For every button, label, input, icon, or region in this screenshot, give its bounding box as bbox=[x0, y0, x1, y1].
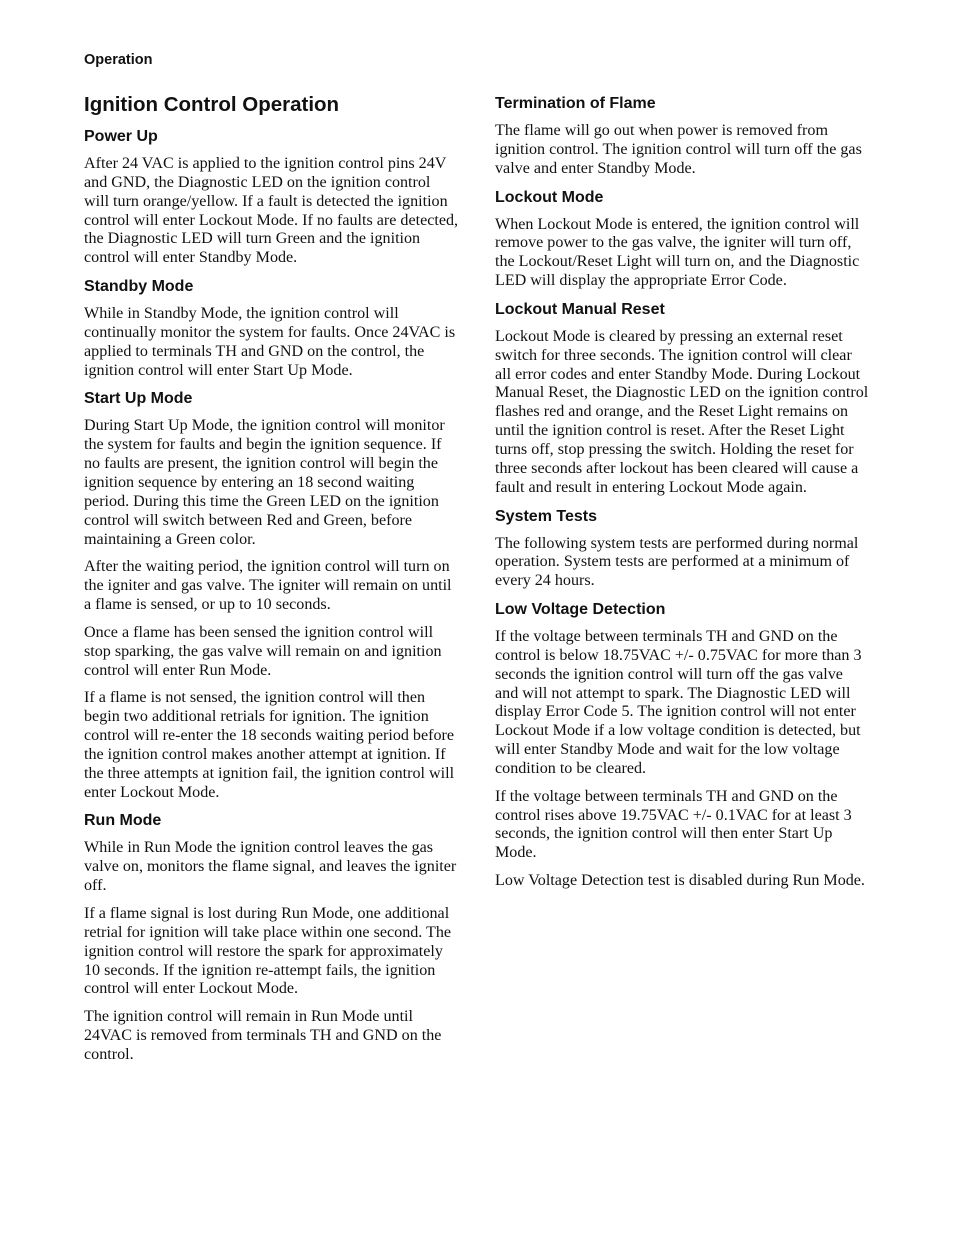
left-column bbox=[84, 92, 459, 1074]
paragraph: If a flame is not sensed, the ignition control will then begin two additional retrials for ignition. The ignition control will re-enter the 18 seconds waiting period before the ignition control makes another attempt at ignition. If the three attempts at ignition fail, the ignition control will enter Lockout Mode. bbox=[84, 689, 455, 801]
section-heading-lockout-mode: Lockout Mode bbox=[495, 188, 604, 206]
paragraph: If a flame signal is lost during Run Mode, one additional retrial for ignition will take place within one second. The ignition control will restore the spark for approximately 10 seconds. If the ignition re-attempt fails, the ignition control will enter Lockout Mode. bbox=[84, 905, 452, 998]
section-heading-system-tests: System Tests bbox=[495, 507, 597, 525]
paragraph: The following system tests are performed during normal operation. System tests are performed at a minimum of every 24 hours. bbox=[495, 534, 859, 590]
section-heading-run-mode: Run Mode bbox=[84, 812, 162, 830]
page-title: Ignition Control Operation bbox=[84, 93, 340, 116]
paragraph: If the voltage between terminals TH and GND on the control rises above 19.75VAC +/- 0.1VAC for at least 3 seconds, the ignition control will then enter Start Up Mode. bbox=[495, 787, 852, 862]
section-heading-termination-of-flame: Termination of Flame bbox=[495, 95, 656, 112]
section-heading-low-voltage-detection: Low Voltage Detection bbox=[495, 601, 666, 619]
section-heading-lockout-manual-reset: Lockout Manual Reset bbox=[495, 300, 665, 318]
paragraph: While in Standby Mode, the ignition control will continually monitor the system for faults. Once 24VAC is applied to terminals TH and GND on the control, the ignition control will enter Start Up Mode. bbox=[84, 305, 456, 379]
section-heading-power-up: Power Up bbox=[84, 128, 158, 145]
paragraph: After the waiting period, the ignition control will turn on the igniter and gas valve. The igniter will remain on until a flame is sensed, or up to 10 seconds. bbox=[84, 558, 452, 614]
paragraph: Once a flame has been sensed the ignition control will stop sparking, the gas valve will remain on and ignition control will enter Run Mode. bbox=[84, 623, 442, 679]
paragraph: The flame will go out when power is removed from ignition control. The ignition control will turn off the gas valve and enter Standby Mode. bbox=[495, 122, 862, 177]
running-head: Operation bbox=[84, 52, 153, 68]
paragraph: Lockout Mode is cleared by pressing an external reset switch for three seconds. The ignition control will clear all error codes and enter Standby Mode. During Lockout Manual Reset, the Diagnostic LED on the ignition control flashes red and orange, and the Reset Light remains on until the ignition control is reset. After the Reset Light turns off, stop pressing the switch. Holding the reset for three seconds after lockout has been cleared will cause a fault and result in entering Lockout Mode again. bbox=[495, 327, 869, 496]
paragraph: During Start Up Mode, the ignition control will monitor the system for faults and begin the ignition sequence. If no faults are present, the ignition control will begin the ignition sequence by entering an 18 second waiting period. During this time the Green LED on the ignition control will switch between Red and Green, before maintaining a Green color. bbox=[84, 417, 445, 548]
paragraph: If the voltage between terminals TH and GND on the control is below 18.75VAC +/- 0.75VAC for more than 3 seconds the ignition control will turn off the gas valve and will not attempt to spark. The Diagnostic LED will display Error Code 5. The ignition control will not enter Lockout Mode if a low voltage condition is detected, but will enter Standby Mode and wait for the low voltage condition to be cleared. bbox=[495, 628, 862, 777]
paragraph: When Lockout Mode is entered, the ignition control will remove power to the gas valve, the igniter will turn off, the Lockout/Reset Light will turn on, and the Diagnostic LED will display the appropriate Error Code. bbox=[495, 215, 860, 290]
right-column bbox=[495, 94, 870, 900]
section-heading-start-up-mode: Start Up Mode bbox=[84, 390, 193, 408]
section-heading-standby-mode: Standby Mode bbox=[84, 278, 194, 296]
paragraph: While in Run Mode the ignition control leaves the gas valve on, monitors the flame signal, and leaves the igniter off. bbox=[84, 839, 457, 895]
paragraph: After 24 VAC is applied to the ignition control pins 24V and GND, the Diagnostic LED on the ignition control will turn orange/yellow. If a fault is detected the ignition control will enter Lockout Mode. If no faults are detected, the Diagnostic LED will turn Green and the ignition control will enter Standby Mode. bbox=[84, 155, 459, 267]
paragraph: Low Voltage Detection test is disabled during Run Mode. bbox=[495, 872, 865, 890]
paragraph: The ignition control will remain in Run Mode until 24VAC is removed from terminals TH and GND on the control. bbox=[84, 1008, 442, 1063]
